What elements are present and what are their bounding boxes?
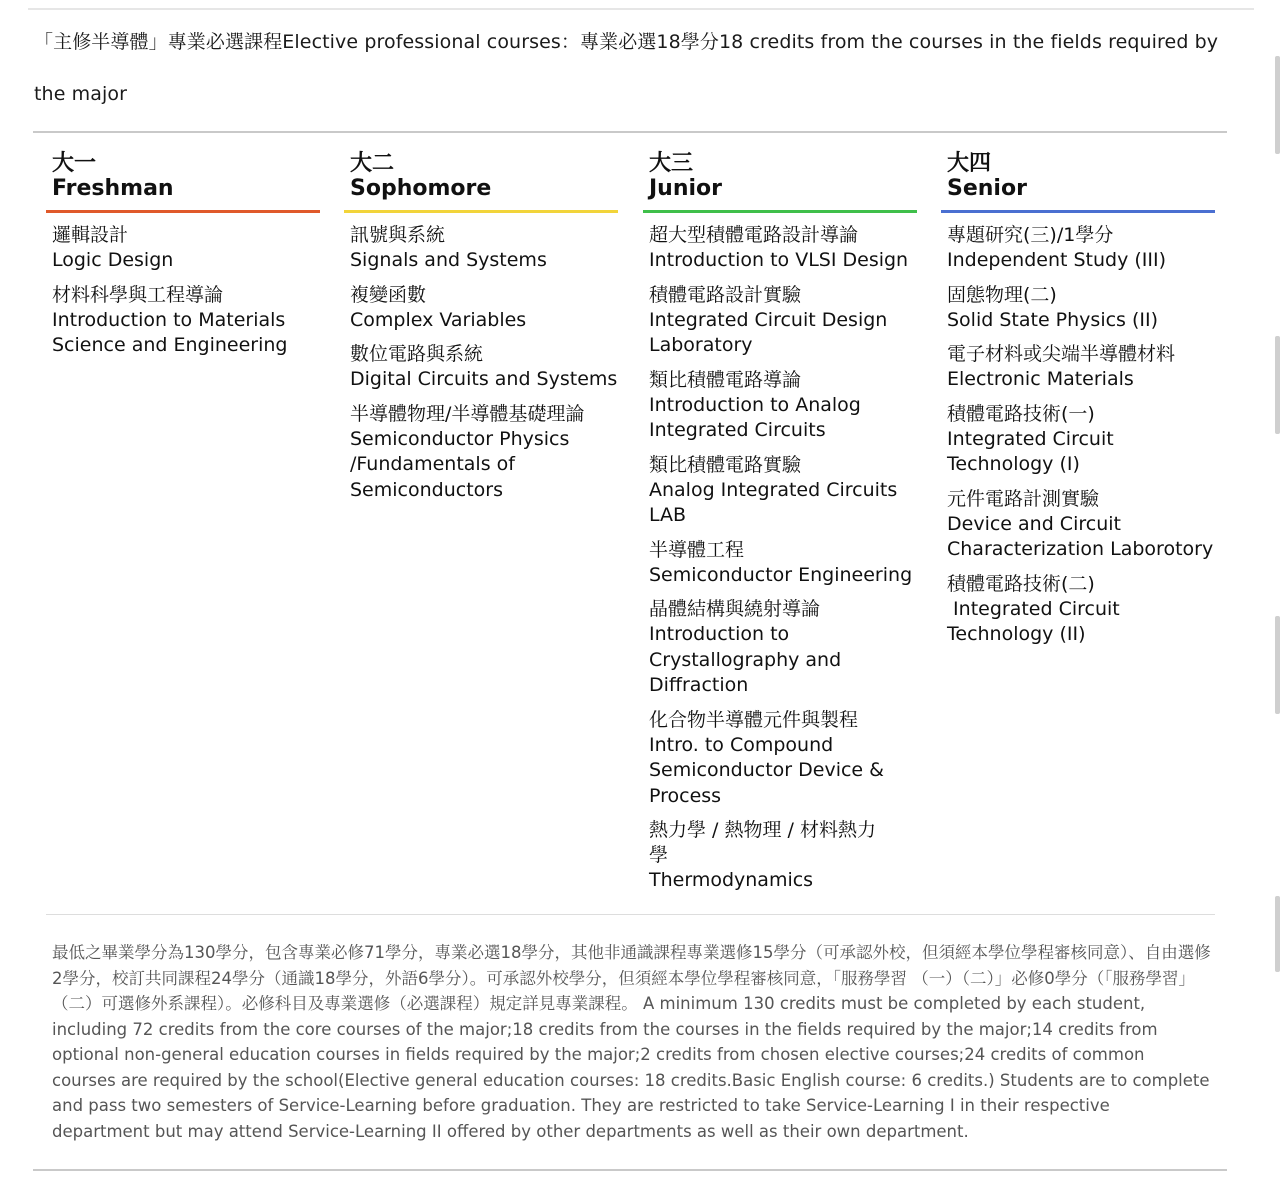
section-divider — [46, 914, 1215, 915]
course-name-zh: 積體電路技術(二) — [947, 572, 1095, 595]
year-column-2 — [643, 152, 917, 903]
year-column-3 — [941, 152, 1215, 657]
course-name-zh: 類比積體電路導論 — [649, 368, 802, 391]
year-label-en: Sophomore — [350, 176, 492, 201]
course-name-zh: 熱力學 / 熱物理 / 材料熱力 學 — [649, 819, 876, 866]
course-name-zh: 數位電路與系統 — [350, 343, 484, 365]
course-item — [649, 597, 917, 699]
course-item — [649, 368, 917, 444]
course-name-en: Device and Circuit Characterization Laborotory — [947, 512, 1214, 560]
course-item — [52, 223, 320, 274]
course-name-zh: 類比積體電路實驗 — [649, 453, 802, 476]
course-name-en: Logic Design — [52, 249, 174, 271]
course-name-zh: 複變函數 — [350, 283, 427, 306]
course-item — [947, 342, 1215, 393]
course-name-en: Electronic Materials — [947, 368, 1134, 390]
course-item — [649, 708, 917, 810]
course-name-zh: 積體電路技術(一) — [947, 402, 1095, 425]
course-name-zh: 專題研究(三)/1學分 — [947, 224, 1114, 246]
course-name-en: Solid State Physics (II) — [947, 308, 1159, 331]
course-name-en: Introduction to Crystallography and Diffraction — [649, 623, 842, 696]
course-name-en: Digital Circuits and Systems — [350, 368, 618, 390]
course-item — [947, 572, 1215, 648]
course-name-en: Signals and Systems — [350, 249, 547, 271]
course-name-en: Complex Variables — [350, 308, 527, 331]
course-item — [947, 402, 1215, 478]
course-item — [947, 487, 1215, 563]
graduation-requirements-note: 最低之畢業學分為130學分，包含專業必修71學分，專業必選18學分，其他非通識課程專業選修15學分（可承認外校，但須經本學位學程審核同意）、自由選修2學分，校訂共同課程24學分（通識18學分，外語6學分）。可承認外校學分，但須經本學位學程審核同意，「服務學習 （一）（二）」必修0學分（「服務學習」（二）可選修外系課程）。必修科目及專業選修（必選課程）規定詳見專業課程。 A minimum 130 credits must be completed by each student, including 72 credits from the core courses of the major;18 credits from the courses in the fields required by the major;14 credits from optional non-general education courses in fields required by the major;2 credits from chosen elective courses;24 credits of common courses are required by the school(Elective general education courses: 18 credits.Basic English course: 6 credits.) Students are to complete and pass two semesters of Service-Learning before graduation. They are restricted to take Service-Learning I in their respective department but may attend Service-Learning II offered by other departments as well as their own department. — [52, 943, 1211, 1141]
course-name-en: Introduction to Analog Integrated Circuits — [649, 393, 861, 441]
scrollbar-segment[interactable] — [1275, 616, 1280, 714]
bottom-divider — [33, 1169, 1227, 1171]
course-name-en: Introduction to Materials Science and Engineering — [52, 308, 288, 356]
year-label-en: Junior — [649, 176, 723, 201]
course-name-en: Thermodynamics — [649, 869, 814, 891]
year-label-en: Senior — [947, 176, 1027, 201]
year-label-zh: 大一 — [52, 151, 97, 176]
course-list — [344, 213, 618, 503]
course-list — [941, 213, 1215, 648]
course-name-en: Independent Study (III) — [947, 249, 1167, 271]
course-name-zh: 材料科學與工程導論 — [52, 283, 224, 306]
year-heading — [643, 152, 917, 210]
course-item — [649, 453, 917, 529]
course-item — [947, 283, 1215, 334]
course-name-zh: 積體電路設計實驗 — [649, 283, 802, 306]
year-column-1 — [344, 152, 618, 512]
course-name-zh: 半導體物理/半導體基礎理論 — [350, 402, 585, 425]
course-item — [350, 402, 618, 504]
course-name-zh: 固態物理(二) — [947, 283, 1057, 306]
year-heading — [344, 152, 618, 210]
course-item — [52, 283, 320, 359]
course-item — [649, 223, 917, 274]
scrollbar[interactable] — [1274, 0, 1280, 1188]
course-name-zh: 邏輯設計 — [52, 224, 129, 246]
course-name-zh: 電子材料或尖端半導體材料 — [947, 343, 1176, 365]
course-name-zh: 元件電路計測實驗 — [947, 487, 1100, 510]
year-column-0 — [46, 152, 320, 368]
year-label-zh: 大三 — [649, 151, 694, 176]
year-label-en: Freshman — [52, 176, 174, 201]
course-name-en: Integrated Circuit Design Laboratory — [649, 308, 888, 356]
course-item — [649, 538, 917, 589]
course-item — [350, 283, 618, 334]
course-name-en: Introduction to VLSI Design — [649, 249, 909, 271]
course-name-en: Semiconductor Physics /Fundamentals of Semiconductors — [350, 427, 570, 501]
course-item — [947, 223, 1215, 274]
course-name-en: Integrated Circuit Technology (I) — [947, 427, 1114, 475]
course-name-en: Intro. to Compound Semiconductor Device & Process — [649, 733, 884, 807]
course-name-zh: 化合物半導體元件與製程 — [649, 708, 859, 731]
course-item — [649, 283, 917, 359]
intro-heading: 「主修半導體」專業必選課程Elective professional courses：專業必選18學分18 credits from the courses in the fields required by the major — [34, 31, 1219, 105]
course-list — [643, 213, 917, 894]
course-list — [46, 213, 320, 359]
scrollbar-segment[interactable] — [1275, 896, 1280, 972]
course-name-en: Analog Integrated Circuits LAB — [649, 478, 898, 526]
course-name-zh: 訊號與系統 — [350, 224, 446, 246]
course-name-zh: 半導體工程 — [649, 538, 745, 561]
course-name-en: Integrated Circuit Technology (II) — [947, 597, 1120, 645]
course-name-en: Semiconductor Engineering — [649, 563, 913, 586]
section-divider — [33, 131, 1227, 133]
year-label-zh: 大四 — [947, 151, 992, 176]
course-item — [649, 818, 917, 894]
year-label-zh: 大二 — [350, 151, 395, 176]
year-heading — [46, 152, 320, 210]
course-item — [350, 223, 618, 274]
course-item — [350, 342, 618, 393]
course-name-zh: 超大型積體電路設計導論 — [649, 224, 859, 246]
scrollbar-segment[interactable] — [1275, 336, 1280, 434]
scrollbar-segment[interactable] — [1275, 56, 1280, 154]
top-divider — [28, 8, 1254, 10]
year-heading — [941, 152, 1215, 210]
course-name-zh: 晶體結構與繞射導論 — [649, 598, 821, 620]
